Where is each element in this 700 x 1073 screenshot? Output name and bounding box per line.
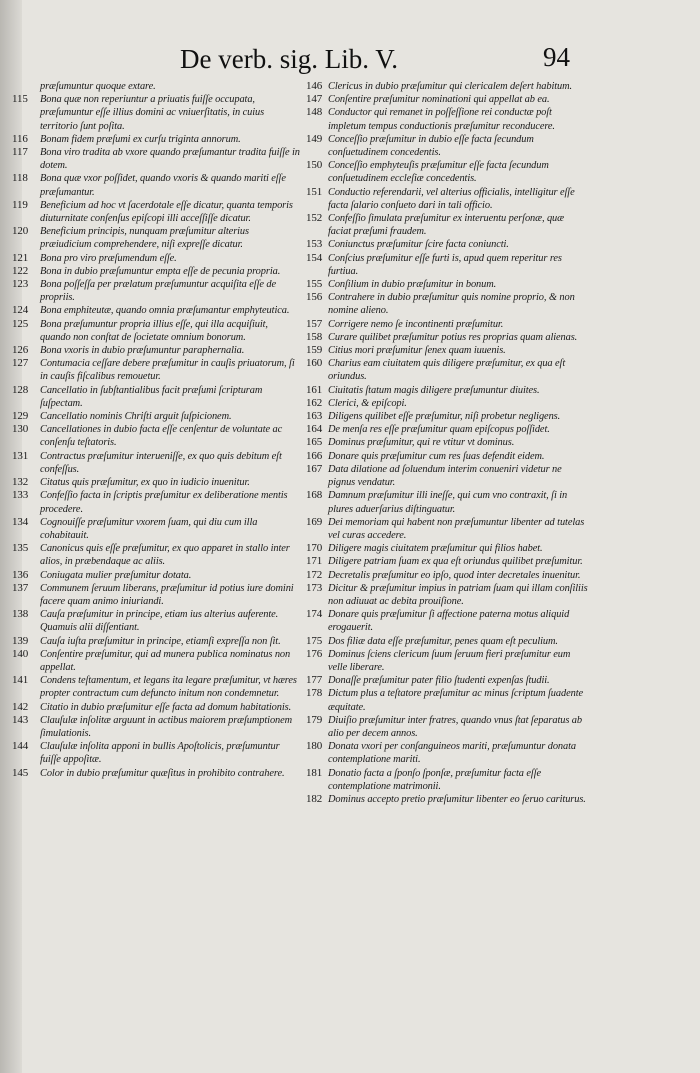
entry-number: 170 (306, 542, 323, 555)
entry-text: Data dilatione ad ſoluendum interim conueniri videtur ne pignus vendatur. (328, 463, 562, 489)
entry-number: 156 (306, 291, 323, 304)
entry-text: Charius eam ciuitatem quis diligere præſumitur, ex qua eſt oriundus. (328, 358, 566, 383)
entry-text: Curare quilibet præſumitur potius res proprias quam alienas. (328, 331, 578, 343)
entry-text: Bona quæ non reperiuntur a priuatis fuiſſe occupata, præſumuntur eſſe illius domini ac vniuerſitatis, in cuius territorio ſunt poſita. (40, 94, 265, 132)
entry-text: Conſentire præſumitur, qui ad munera publica nominatus non appellat. (40, 648, 291, 673)
entry-number: 148 (306, 106, 323, 119)
index-entry (306, 635, 588, 648)
index-entry (306, 767, 588, 793)
index-entry (12, 318, 300, 344)
index-entry (306, 740, 588, 766)
entry-text: Donata vxori per conſanguineos mariti, præſumuntur donata contemplatione mariti. (328, 741, 576, 766)
entry-number: 118 (12, 172, 28, 185)
entry-text: Bona præſumuntur propria illius eſſe, qui illa acquiſiuit, quando non conſtat de ſocietate omnium bonorum. (40, 318, 268, 343)
entry-number: 124 (12, 304, 29, 317)
entry-number: 137 (12, 581, 29, 594)
entry-text: Communem ſeruum liberans, præſumitur id potius iure domini facere quam animo iniuriandi. (40, 582, 294, 607)
index-column-right (306, 80, 588, 806)
entry-number: 142 (12, 700, 29, 713)
index-entry (12, 93, 300, 133)
entry-number: 165 (306, 436, 323, 449)
entry-text: Confeſſio ſimulata præſumitur ex interuentu perſonæ, quæ faciat præſumi fraudem. (328, 213, 564, 238)
entry-number: 147 (306, 93, 323, 106)
entry-number: 129 (12, 410, 29, 423)
index-entry (306, 793, 588, 806)
entry-text: Conſcius præſumitur eſſe furti is, apud quem reperitur res furtiua. (328, 252, 562, 277)
index-entry (306, 238, 588, 251)
entry-text: Contrahere in dubio præſumitur quis nomine proprio, & non nomine alieno. (328, 292, 575, 317)
entry-text: Condens teſtamentum, et legans ita legare præſumitur, vt hæres propter contractum cum defuncto initum non condemnetur. (40, 675, 297, 700)
entry-text: Cancellationes in dubio facta eſſe cenſentur de voluntate ac conſenſu teſtatoris. (40, 424, 283, 449)
entry-text: Conceſſio præſumitur in dubio eſſe facta ſecundum conſuetudinem concedentis. (328, 133, 534, 159)
entry-number: 135 (12, 542, 29, 555)
index-entry (12, 410, 300, 423)
entry-number: 175 (306, 634, 323, 647)
index-entry (306, 212, 588, 238)
index-entry (306, 318, 588, 331)
index-entry (12, 225, 300, 251)
entry-text: Dominus præſumitur, qui re vtitur vt dominus. (328, 437, 515, 449)
index-entry (12, 516, 300, 542)
entry-number: 130 (12, 423, 29, 436)
index-entry (12, 199, 300, 225)
entry-text: Bona emphiteutæ, quando omnia præſumantur emphyteutica. (40, 305, 290, 317)
entry-number: 163 (306, 410, 323, 423)
entry-number: 127 (12, 357, 29, 370)
index-entry (12, 569, 300, 582)
index-entry (12, 489, 300, 515)
index-entry (12, 542, 300, 568)
entry-text: Dominus ſciens clericum ſuum ſeruum fieri præſumitur eum velle liberare. (328, 648, 571, 673)
entry-text: Damnum præſumitur illi ineſſe, qui cum vno contraxit, ſi in plures aduerſarius diſtinguatur. (328, 490, 568, 515)
entry-text: Decretalis præſumitur eo ipſo, quod inter decretales inuenitur. (328, 569, 581, 581)
entry-number: 166 (306, 449, 323, 462)
entry-number: 171 (306, 555, 323, 568)
index-entry (12, 172, 300, 198)
entry-text: Bona poſſeſſa per prælatum præſumuntur acquiſita eſſe de propriis. (40, 279, 276, 304)
index-entry (12, 252, 300, 265)
index-entry (306, 384, 588, 397)
entry-number: 181 (306, 766, 323, 779)
entry-number: 131 (12, 449, 29, 462)
entry-text: Clauſulæ inſolita apponi in bullis Apoſtolicis, præſumuntur fuiſſe appoſitæ. (40, 741, 280, 766)
entry-number: 168 (306, 489, 323, 502)
index-entry (12, 304, 300, 317)
entry-text: Conceſſio emphyteuſis præſumitur eſſe facta ſecundum conſuetudinem eccleſiæ concedentis. (328, 160, 549, 185)
index-entry (12, 265, 300, 278)
entry-number: 117 (12, 146, 28, 159)
entry-number: 141 (12, 674, 29, 687)
entry-text: Beneficium ad hoc vt ſacerdotale eſſe dicatur, quanta temporis diuturnitate conſenſus epiſcopi illi acceſſiſſe dicatur. (40, 199, 293, 225)
entry-text: Conſentire præſumitur nominationi qui appellat ab ea. (328, 94, 550, 106)
index-entry (306, 687, 588, 713)
entry-number: 119 (12, 198, 28, 211)
index-entry (306, 555, 588, 568)
entry-number: 182 (306, 792, 323, 805)
index-entry (306, 423, 588, 436)
index-entry (12, 648, 300, 674)
entry-text: Cancellatio nominis Chriſti arguit ſuſpicionem. (40, 411, 232, 423)
entry-text: Clericus in dubio præſumitur qui clericalem deſert habitum. (328, 81, 573, 92)
index-entry (306, 450, 588, 463)
index-entry (12, 423, 300, 449)
entry-text: Dei memoriam qui habent non præſumuntur libenter ad tutelas vel curas accedere. (328, 516, 585, 541)
entry-text: De menſa res eſſe præſumitur quam epiſcopus poſſidet. (328, 424, 550, 436)
entry-text: Citatus quis præſumitur, ex quo in iudicio inuenitur. (40, 477, 250, 489)
entry-number: 140 (12, 647, 29, 660)
entry-text: Donatio facta a ſponſo ſponſæ, præſumitur facta eſſe contemplatione matrimonii. (328, 767, 541, 792)
entry-text: præſumuntur quoque extare. (40, 81, 156, 92)
entry-text: Dicitur & præſumitur impius in patriam ſuam qui illam conſiliis non adiuuat ac debita prouiſione. (328, 582, 588, 607)
index-entry (306, 463, 588, 489)
index-entry (306, 648, 588, 674)
index-entry (12, 674, 300, 700)
entry-number: 159 (306, 344, 323, 357)
entry-number: 150 (306, 159, 323, 172)
entry-text: Confeſſio facta in ſcriptis præſumitur ex deliberatione mentis procedere. (40, 490, 288, 515)
index-entry (306, 542, 588, 555)
entry-text: Bona viro tradita ab vxore quando præſumantur tradita fuiſſe in dotem. (40, 147, 300, 172)
entry-number: 176 (306, 647, 323, 660)
entry-number: 120 (12, 225, 29, 238)
index-entry (12, 714, 300, 740)
entry-text: Beneficium principis, nunquam præſumitur alterius præiudicium comprehendere, niſi expreſſe dicatur. (40, 226, 249, 251)
entry-number: 162 (306, 396, 323, 409)
entry-text: Conductor qui remanet in poſſeſſione rei conductæ poſt impletum tempus conductionis præſumitur reconducere. (328, 107, 555, 132)
index-entry (12, 476, 300, 489)
entry-number: 125 (12, 317, 29, 330)
entry-text: Contractus præſumitur interueniſſe, ex quo quis debitum eſt confeſſus. (40, 450, 282, 475)
entry-number: 139 (12, 634, 29, 647)
entry-number: 158 (306, 330, 323, 343)
index-entry (12, 701, 300, 714)
index-entry (12, 608, 300, 634)
entry-text: Donare quis præſumitur cum res ſuas defendit eidem. (328, 450, 545, 462)
entry-number: 146 (306, 80, 323, 92)
index-entry (306, 159, 588, 185)
index-entry (306, 410, 588, 423)
entry-number: 160 (306, 357, 323, 370)
index-entry (306, 344, 588, 357)
entry-number: 121 (12, 251, 29, 264)
entry-number: 136 (12, 568, 29, 581)
entry-number: 167 (306, 462, 323, 475)
entry-number: 122 (12, 264, 29, 277)
entry-number: 134 (12, 515, 29, 528)
entry-number: 177 (306, 674, 323, 687)
running-head: De verb. sig. Lib. V. (180, 44, 398, 74)
entry-number: 180 (306, 740, 323, 753)
entry-text: Diligens quilibet eſſe præſumitur, niſi probetur negligens. (328, 411, 561, 423)
entry-text: Canonicus quis eſſe præſumitur, ex quo apparet in stallo inter alios, in præbendaque ac aliis. (40, 543, 290, 568)
entry-number: 115 (12, 93, 28, 106)
entry-number: 154 (306, 251, 323, 264)
index-entry (12, 740, 300, 766)
entry-text: Clerici, & epiſcopi. (328, 397, 407, 409)
entry-text: Citius mori præſumitur ſenex quam iuuenis. (328, 345, 506, 357)
entry-number: 126 (12, 344, 29, 357)
index-entry (12, 450, 300, 476)
index-entry (306, 489, 588, 515)
index-entry (306, 569, 588, 582)
index-entry (306, 397, 588, 410)
index-entry (12, 635, 300, 648)
entry-text: Corrigere nemo ſe incontinenti præſumitur. (328, 318, 504, 330)
entry-text: Dictum plus a teſtatore præſumitur ac minus ſcriptum ſuadente æquitate. (328, 688, 583, 713)
entry-text: Conſilium in dubio præſumitur in bonum. (328, 279, 497, 291)
entry-number: 164 (306, 423, 323, 436)
entry-number: 157 (306, 317, 323, 330)
entry-number: 151 (306, 185, 323, 198)
entry-number: 138 (12, 608, 29, 621)
entry-text: Contumacia ceſſare debere præſumitur in cauſis priuatorum, ſi in cauſis fiſcalibus remouetur. (40, 358, 295, 383)
entry-text: Clauſulæ inſolitæ arguunt in actibus maiorem præſumptionem ſimulationis. (40, 714, 293, 739)
entry-text: Dominus accepto pretio præſumitur libenter eo ſeruo cariturus. (328, 793, 586, 805)
entry-text: Bonam fidem præſumi ex curſu triginta annorum. (40, 133, 241, 145)
index-entry (12, 80, 300, 93)
entry-text: Bona in dubio præſumuntur empta eſſe de pecunia propria. (40, 265, 281, 277)
entry-number: 123 (12, 278, 29, 291)
entry-text: Citatio in dubio præſumitur eſſe facta ad domum habitationis. (40, 701, 292, 713)
index-entry (306, 93, 588, 106)
entry-number: 155 (306, 278, 323, 291)
entry-text: Diligere patriam ſuam ex qua eſt oriundus quilibet præſumitur. (328, 556, 583, 568)
entry-text: Bona pro viro præſumendum eſſe. (40, 252, 177, 264)
index-entry (306, 80, 588, 93)
entry-number: 133 (12, 489, 29, 502)
page-number: 94 (543, 42, 570, 72)
entry-text: Ciuitatis ſtatum magis diligere præſumuntur diuites. (328, 384, 540, 396)
entry-number: 149 (306, 132, 323, 145)
entry-text: Diligere magis ciuitatem præſumitur qui filios habet. (328, 543, 543, 555)
entry-text: Cauſa iuſta præſumitur in principe, etiamſi expreſſa non ſit. (40, 635, 281, 647)
entry-text: Cauſa præſumitur in principe, etiam ius alterius auferente. Quamuis alii diſſentiant. (40, 609, 279, 634)
entry-number: 132 (12, 476, 29, 489)
index-entry (306, 252, 588, 278)
index-entry (12, 278, 300, 304)
entry-number: 169 (306, 515, 323, 528)
index-entry (306, 291, 588, 317)
index-entry (306, 186, 588, 212)
index-entry (12, 767, 300, 780)
entry-number: 178 (306, 687, 323, 700)
entry-text: Bona vxoris in dubio præſumuntur paraphernalia. (40, 345, 245, 357)
entry-text: Donaſſe præſumitur pater filio ſtudenti expenſas ſtudii. (328, 675, 550, 687)
entry-number: 174 (306, 608, 323, 621)
entry-text: Diuiſio præſumitur inter fratres, quando vnus ſtat ſeparatus ab alio per decem annos. (328, 714, 582, 739)
entry-number: 179 (306, 713, 323, 726)
entry-number: 145 (12, 766, 29, 779)
index-entry (306, 133, 588, 159)
entry-number: 143 (12, 713, 29, 726)
entry-number: 173 (306, 581, 323, 594)
index-entry (306, 331, 588, 344)
index-entry (306, 106, 588, 132)
index-entry (12, 344, 300, 357)
index-entry (12, 133, 300, 146)
entry-text: Cancellatio in ſubſtantialibus facit præſumi ſcripturam ſuſpectam. (40, 384, 263, 409)
entry-number: 144 (12, 740, 29, 753)
entry-text: Donare quis præſumitur ſi affectione paterna motus aliquid erogauerit. (328, 609, 570, 634)
entry-text: Coniunctus præſumitur ſcire facta coniuncti. (328, 239, 509, 251)
index-entry (12, 384, 300, 410)
index-entry (306, 582, 588, 608)
entry-text: Conductio referendarii, vel alterius officialis, intelligitur eſſe facta ſalario conſueto dari in tali officio. (328, 186, 575, 211)
entry-text: Coniugata mulier præſumitur dotata. (40, 569, 192, 581)
index-entry (306, 278, 588, 291)
entry-text: Color in dubio præſumitur quæſitus in prohibito contrahere. (40, 767, 285, 779)
index-entry (306, 516, 588, 542)
index-column-left (12, 80, 300, 780)
index-entry (12, 357, 300, 383)
entry-number: 152 (306, 212, 323, 225)
index-entry (12, 146, 300, 172)
entry-number: 116 (12, 132, 28, 145)
entry-number: 172 (306, 568, 323, 581)
entry-number: 128 (12, 383, 29, 396)
index-entry (306, 674, 588, 687)
entry-number: 161 (306, 383, 323, 396)
entry-text: Dos filiæ data eſſe præſumitur, penes quam eſt peculium. (328, 635, 558, 647)
entry-text: Cognouiſſe præſumitur vxorem ſuam, qui diu cum illa cohabitauit. (40, 516, 258, 541)
entry-number: 153 (306, 238, 323, 251)
index-entry (306, 357, 588, 383)
index-entry (306, 608, 588, 634)
index-entry (306, 714, 588, 740)
entry-text: Bona quæ vxor poſſidet, quando vxoris & quando mariti eſſe præſumantur. (40, 173, 286, 198)
index-entry (306, 436, 588, 449)
index-entry (12, 582, 300, 608)
